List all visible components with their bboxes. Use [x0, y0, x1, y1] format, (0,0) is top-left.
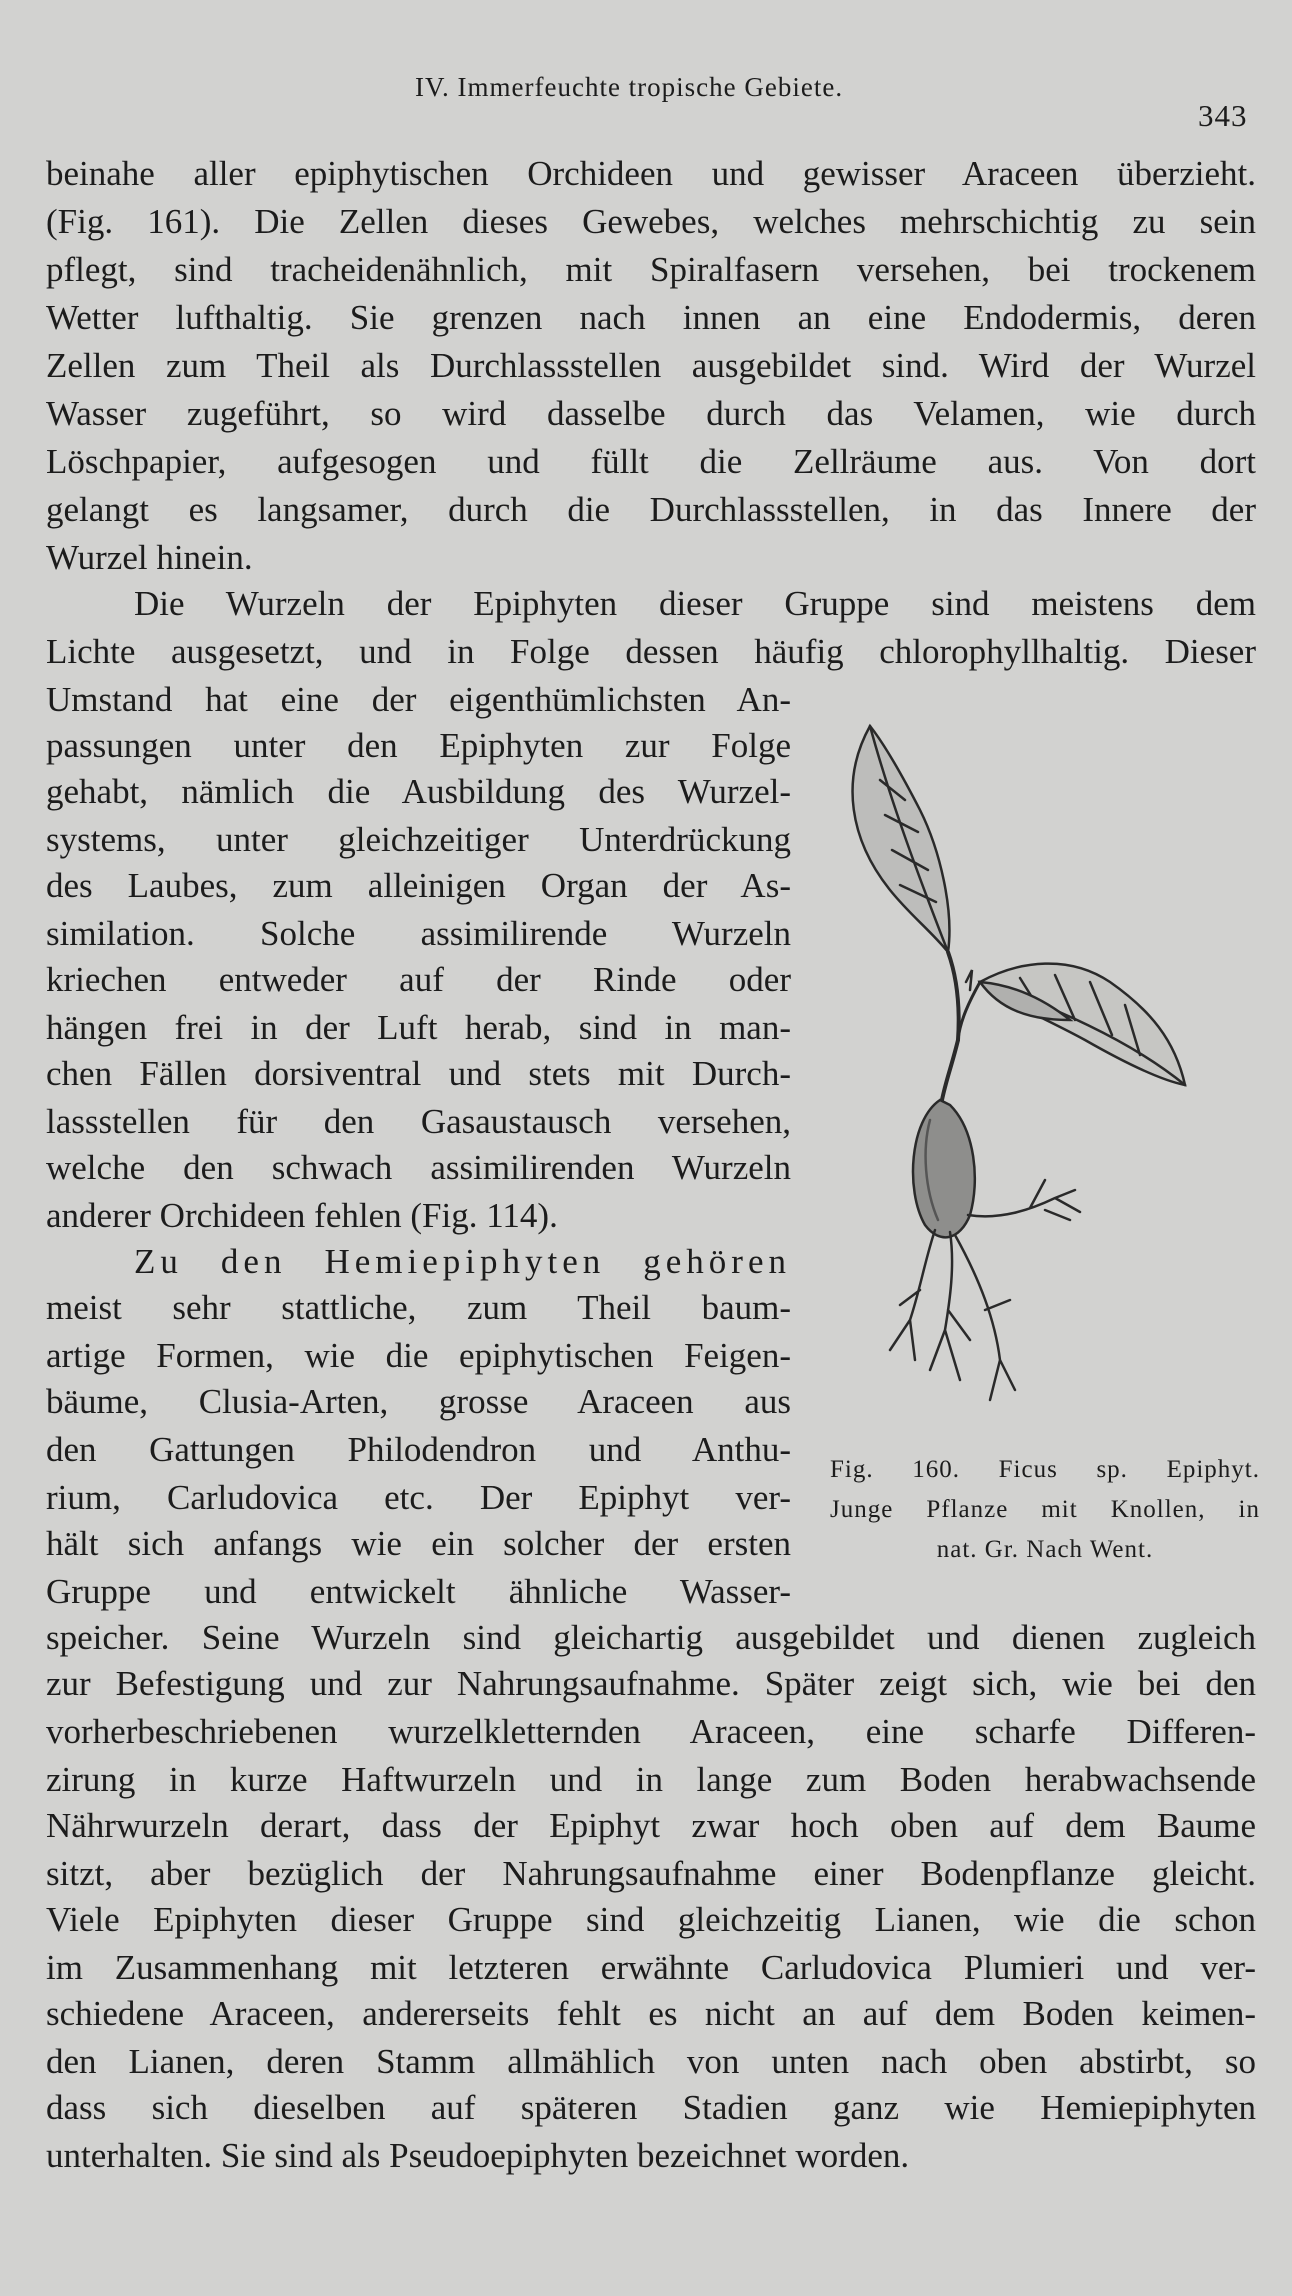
caption-line: Fig. 160. Ficus sp. Epiphyt.: [830, 1456, 1260, 1483]
text-line: speicher. Seine Wurzeln sind gleichartig ausgebildet und dienen zugleich: [46, 1618, 1256, 1657]
text-line: gehabt, nämlich die Ausbildung des Wurzel-: [46, 772, 791, 811]
text-line: Viele Epiphyten dieser Gruppe sind gleichzeitig Lianen, wie die schon: [46, 1900, 1256, 1939]
text-line: lassstellen für den Gasaustausch versehen,: [46, 1102, 791, 1141]
text-line: Umstand hat eine der eigenthümlichsten An-: [46, 680, 791, 719]
text-line: welche den schwach assimilirenden Wurzeln: [46, 1148, 791, 1187]
figure-160: [830, 720, 1260, 1440]
text-line: unterhalten. Sie sind als Pseudoepiphyten bezeichnet worden.: [46, 2136, 910, 2175]
page-header: [0, 72, 1292, 133]
caption-line: Junge Pflanze mit Knollen, in: [830, 1496, 1260, 1523]
text-line: schiedene Araceen, andererseits fehlt es nicht an auf dem Boden keimen-: [46, 1994, 1256, 2033]
text-line: Gruppe und entwickelt ähnliche Wasser-: [46, 1572, 791, 1611]
text-line: rium, Carludovica etc. Der Epiphyt ver-: [46, 1478, 791, 1517]
text-line: meist sehr stattliche, zum Theil baum-: [46, 1288, 791, 1327]
text-line: Die Wurzeln der Epiphyten dieser Gruppe sind meistens dem: [134, 584, 1256, 623]
text-line: hängen frei in der Luft herab, sind in man-: [46, 1008, 791, 1047]
text-line: artige Formen, wie die epiphytischen Feigen-: [46, 1336, 791, 1375]
text-line: Nährwurzeln derart, dass der Epiphyt zwar hoch oben auf dem Baume: [46, 1806, 1256, 1845]
text-line: im Zusammenhang mit letzteren erwähnte Carludovica Plumieri und ver-: [46, 1948, 1256, 1987]
figure-caption: [830, 1450, 1260, 1570]
running-title: IV. Immerfeuchte tropische Gebiete.: [415, 72, 844, 102]
text-line: pflegt, sind tracheidenähnlich, mit Spiralfasern versehen, bei trockenem: [46, 250, 1256, 289]
text-line: den Gattungen Philodendron und Anthu-: [46, 1430, 791, 1469]
text-line: dass sich dieselben auf späteren Stadien ganz wie Hemiepiphyten: [46, 2088, 1256, 2127]
text-line: (Fig. 161). Die Zellen dieses Gewebes, welches mehrschichtig zu sein: [46, 202, 1256, 241]
text-line: Lichte ausgesetzt, und in Folge dessen häufig chlorophyllhaltig. Dieser: [46, 632, 1256, 671]
text-line: similation. Solche assimilirende Wurzeln: [46, 914, 791, 953]
text-line: systems, unter gleichzeitiger Unterdrückung: [46, 820, 791, 859]
text-line: des Laubes, zum alleinigen Organ der As-: [46, 866, 791, 905]
text-line: zur Befestigung und zur Nahrungsaufnahme. Später zeigt sich, wie bei den: [46, 1664, 1256, 1703]
text-line: Zu den Hemiepiphyten gehören: [134, 1242, 791, 1281]
text-line: Wetter lufthaltig. Sie grenzen nach innen an eine Endodermis, deren: [46, 298, 1256, 337]
text-line: sitzt, aber bezüglich der Nahrungsaufnahme einer Bodenpflanze gleicht.: [46, 1854, 1256, 1893]
page-number: 343: [1198, 98, 1248, 133]
text-line: Wasser zugeführt, so wird dasselbe durch das Velamen, wie durch: [46, 394, 1256, 433]
ficus-seedling-icon: [830, 720, 1260, 1440]
text-line: passungen unter den Epiphyten zur Folge: [46, 726, 791, 765]
text-line: Zellen zum Theil als Durchlassstellen ausgebildet sind. Wird der Wurzel: [46, 346, 1256, 385]
text-line: kriechen entweder auf der Rinde oder: [46, 960, 791, 999]
text-line: den Lianen, deren Stamm allmählich von unten nach oben abstirbt, so: [46, 2042, 1256, 2081]
text-line: bäume, Clusia-Arten, grosse Araceen aus: [46, 1382, 791, 1421]
text-line: Wurzel hinein.: [46, 538, 253, 577]
text-line: chen Fällen dorsiventral und stets mit Durch-: [46, 1054, 791, 1093]
text-line: gelangt es langsamer, durch die Durchlassstellen, in das Innere der: [46, 490, 1256, 529]
text-line: hält sich anfangs wie ein solcher der ersten: [46, 1524, 791, 1563]
caption-line: nat. Gr. Nach Went.: [936, 1536, 1154, 1563]
text-line: anderer Orchideen fehlen (Fig. 114).: [46, 1196, 558, 1235]
text-line: Löschpapier, aufgesogen und füllt die Zellräume aus. Von dort: [46, 442, 1256, 481]
text-line: zirung in kurze Haftwurzeln und in lange zum Boden herabwachsende: [46, 1760, 1256, 1799]
text-line: beinahe aller epiphytischen Orchideen und gewisser Araceen überzieht.: [46, 154, 1256, 193]
text-line: vorherbeschriebenen wurzelkletternden Araceen, eine scharfe Differen-: [46, 1712, 1256, 1751]
